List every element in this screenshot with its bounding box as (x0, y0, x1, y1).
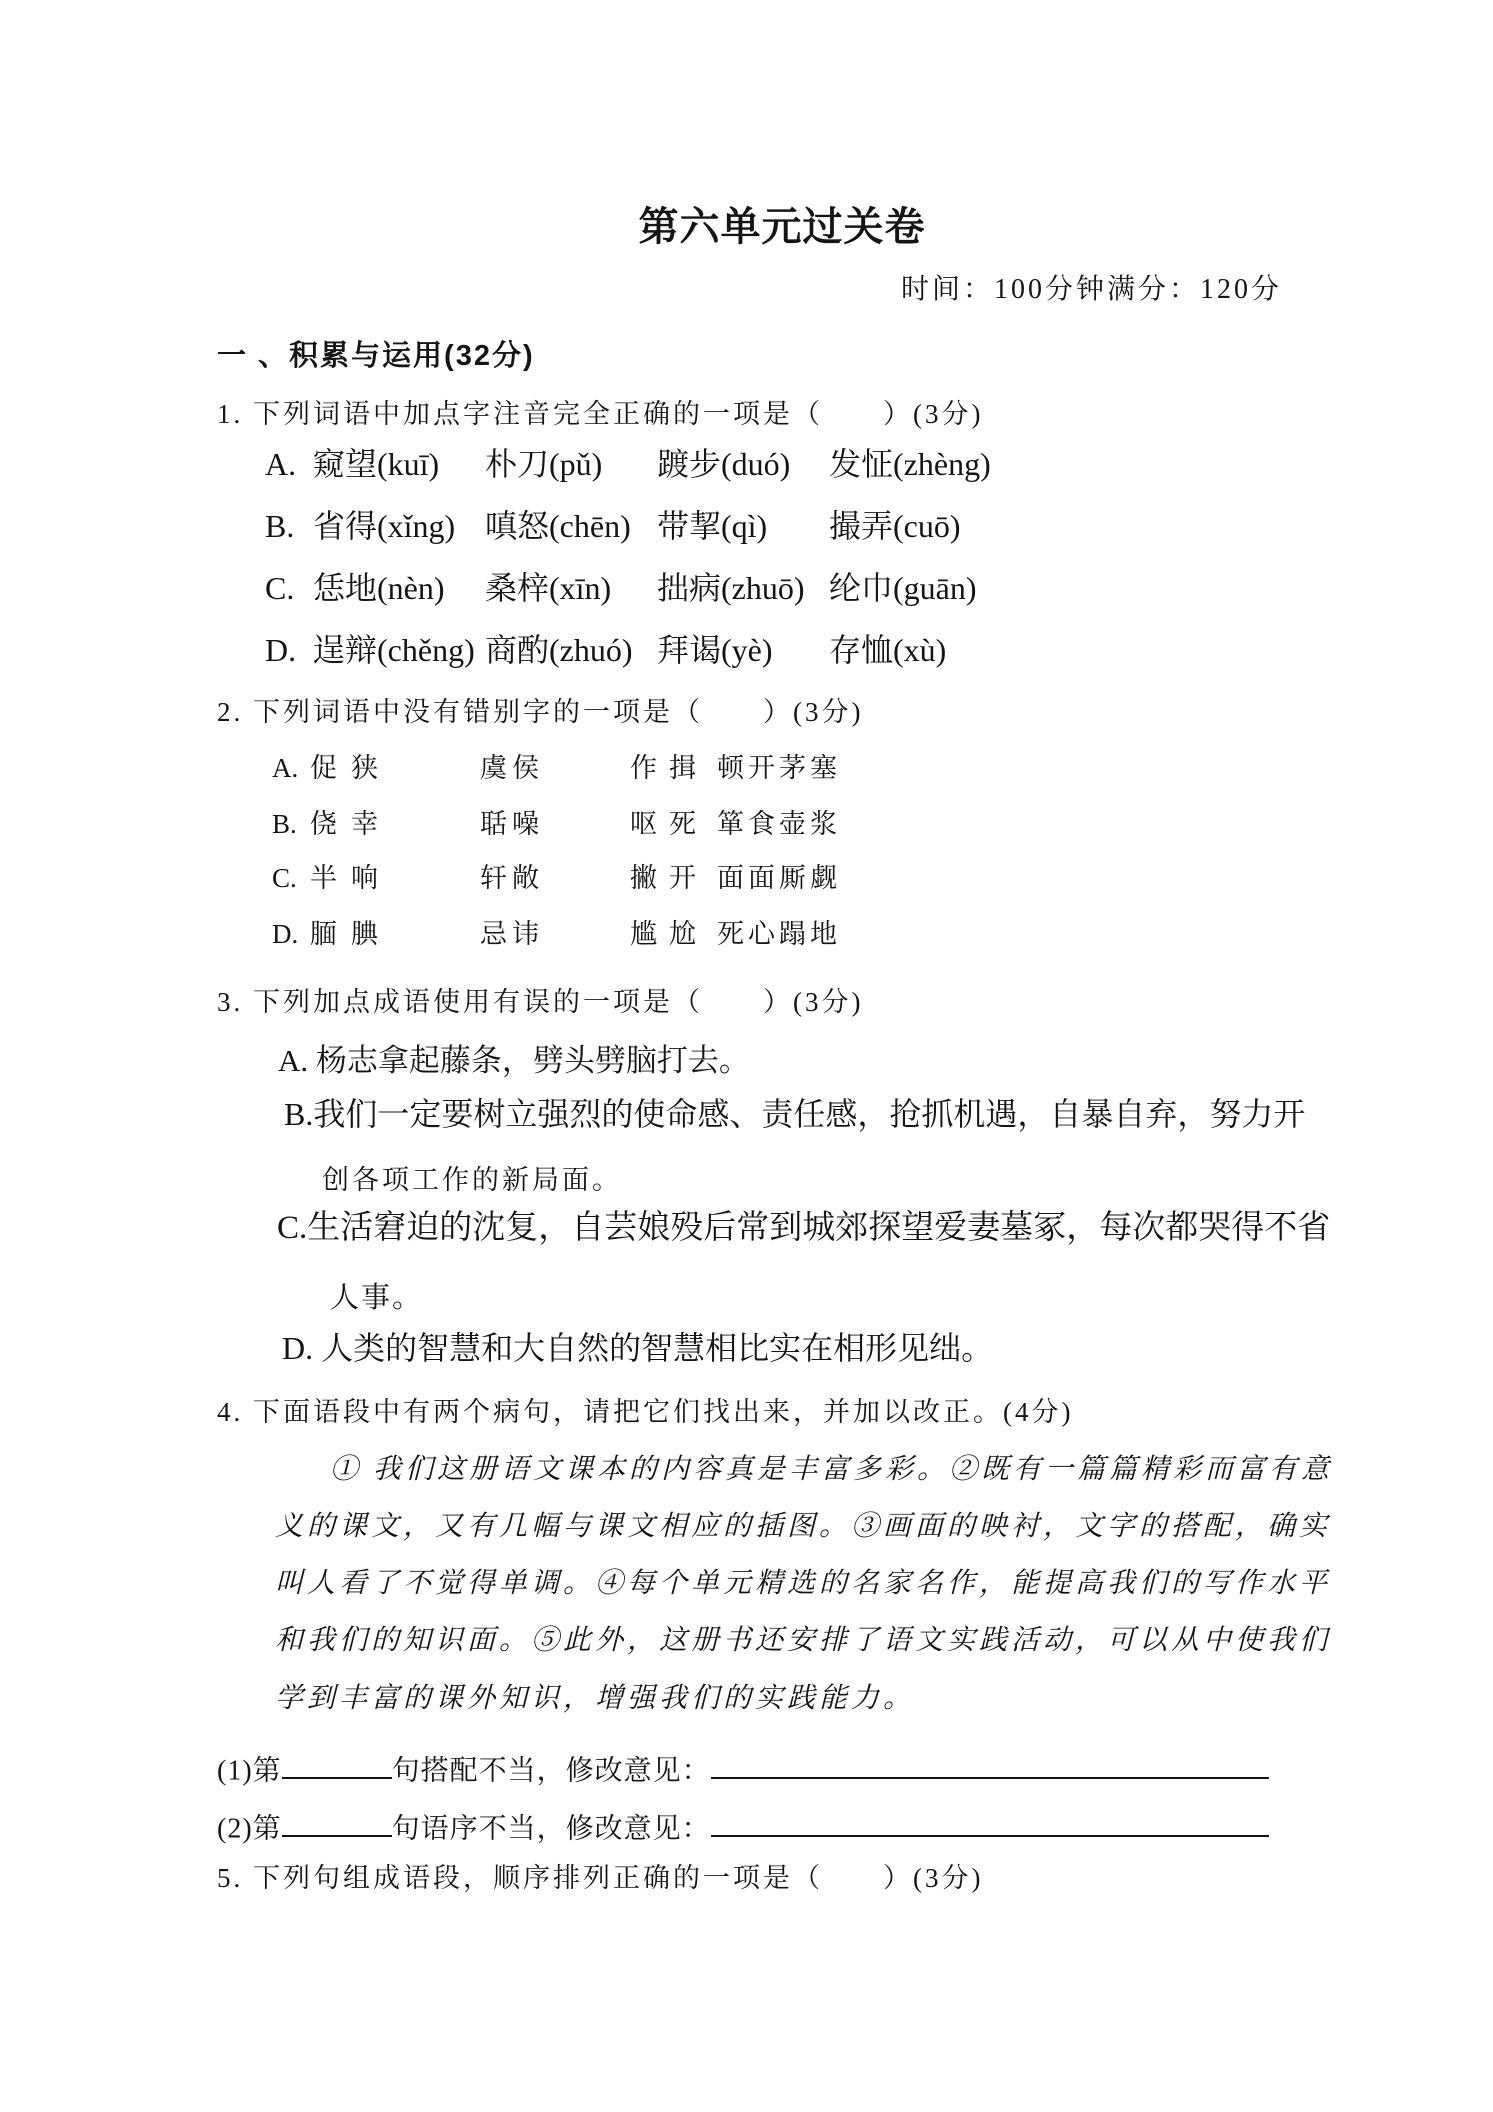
option-word: 忌讳 (480, 919, 544, 949)
option-item: 嗔怒(chēn) (485, 508, 631, 544)
q1-stem: 1. 下列词语中加点字注音完全正确的一项是（ ）(3分) (217, 399, 984, 429)
option-item: 存恤(xù) (829, 632, 947, 668)
exam-meta: 时间：100分钟满分：120分 (900, 274, 1282, 305)
option-word: 虞侯 (480, 753, 544, 783)
option-label: C. (265, 570, 295, 606)
option-label: A. (272, 753, 299, 783)
q1-option-row-b (265, 506, 961, 546)
option-item: 恁地(nèn) (313, 570, 445, 606)
option-word: 作揖 (630, 753, 708, 783)
option-label: D. (272, 919, 299, 949)
option-word: 撇开 (630, 863, 708, 893)
option-word: 面面厮觑 (717, 863, 841, 893)
option-item: 拜谒(yè) (657, 632, 773, 668)
q3-option-c-line2: 人事。 (330, 1282, 424, 1314)
q4-passage-line: 义的课文，又有几幅与课文相应的插图。③画面的映衬，文字的搭配，确实 (275, 1511, 1332, 1542)
page-title: 第六单元过关卷 (638, 204, 926, 249)
q3-option-d: D. 人类的智慧和大自然的智慧相比实在相形见绌。 (282, 1330, 994, 1366)
q4-passage-line: 和我们的知识面。⑤此外，这册书还安排了语文实践活动，可以从中使我们 (275, 1625, 1332, 1656)
answer-blank-long (711, 1806, 1269, 1837)
blank2-label: 句语序不当，修改意见： (391, 1813, 711, 1845)
option-word: 侥幸 (310, 809, 392, 839)
q1-option-row-d (265, 630, 946, 670)
q4-passage-line: 学到丰富的课外知识，增强我们的实践能力。 (275, 1683, 916, 1714)
option-item: 桑梓(xīn) (485, 570, 612, 606)
option-label: C. (272, 863, 297, 893)
option-item: 发怔(zhèng) (829, 446, 991, 482)
q3-option-b-line2: 创各项工作的新局面。 (322, 1165, 622, 1195)
option-word: 轩敞 (480, 863, 544, 893)
option-word: 半响 (310, 863, 392, 893)
q2-option-row-c (272, 862, 841, 896)
option-item: 省得(xǐng) (313, 508, 456, 544)
option-label: B. (272, 809, 297, 839)
blank2-prefix: (2)第 (217, 1813, 282, 1845)
option-word: 死心蹋地 (717, 919, 841, 949)
section-heading: 一 、积累与运用(32分) (217, 340, 535, 372)
q3-option-a: A. 杨志拿起藤条，劈头劈脑打去。 (278, 1043, 750, 1078)
q1-option-row-c (265, 568, 977, 608)
option-item: 拙病(zhuō) (657, 570, 805, 606)
option-word: 促狭 (310, 753, 392, 783)
q4-answer-line-2 (217, 1806, 1269, 1846)
q4-passage-line: ① 我们这册语文课本的内容真是丰富多彩。②既有一篇篇精彩而富有意 (330, 1454, 1334, 1485)
option-label: B. (265, 508, 295, 544)
q3-stem: 3. 下列加点成语使用有误的一项是（ ）(3分) (217, 987, 864, 1017)
option-word: 尴尬 (630, 919, 708, 949)
q3-option-c-line1: C.生活窘迫的沈复，自芸娘殁后常到城郊探望爱妻墓冢，每次都哭得不省 (277, 1210, 1331, 1246)
q2-option-row-d (272, 918, 841, 952)
option-item: 带挈(qì) (657, 508, 768, 544)
q2-option-row-a (272, 752, 841, 786)
q4-answer-line-1 (217, 1748, 1269, 1788)
option-label: A. (265, 446, 297, 482)
option-item: 窥望(kuī) (313, 446, 440, 482)
option-word: 聒噪 (480, 809, 544, 839)
option-label: D. (265, 632, 297, 668)
option-item: 踱步(duó) (657, 446, 791, 482)
blank1-prefix: (1)第 (217, 1755, 282, 1787)
option-item: 商酌(zhuó) (485, 632, 633, 668)
q4-stem: 4. 下面语段中有两个病句，请把它们找出来，并加以改正。(4分) (217, 1397, 1074, 1427)
option-item: 逞辩(chěng) (313, 632, 475, 668)
q1-option-row-a (265, 444, 991, 484)
option-word: 腼腆 (310, 919, 392, 949)
option-item: 撮弄(cuō) (829, 508, 961, 544)
q5-stem: 5. 下列句组成语段，顺序排列正确的一项是（ ）(3分) (217, 1863, 984, 1893)
answer-blank-long (711, 1748, 1269, 1779)
option-item: 纶巾(guān) (829, 570, 977, 606)
option-word: 顿开茅塞 (717, 753, 841, 783)
q3-option-b-line1: B.我们一定要树立强烈的使命感、责任感，抢抓机遇，自暴自弃，努力开 (284, 1096, 1306, 1132)
q2-stem: 2. 下列词语中没有错别字的一项是（ ）(3分) (217, 697, 864, 727)
option-word: 箪食壶浆 (717, 809, 841, 839)
option-item: 朴刀(pǔ) (485, 446, 603, 482)
answer-blank-short (282, 1806, 392, 1837)
option-word: 呕死 (630, 809, 708, 839)
blank1-label: 句搭配不当，修改意见： (391, 1755, 711, 1787)
q4-passage-line: 叫人看了不觉得单调。④每个单元精选的名家名作，能提高我们的写作水平 (275, 1568, 1332, 1599)
answer-blank-short (282, 1748, 392, 1779)
q2-option-row-b (272, 808, 841, 842)
